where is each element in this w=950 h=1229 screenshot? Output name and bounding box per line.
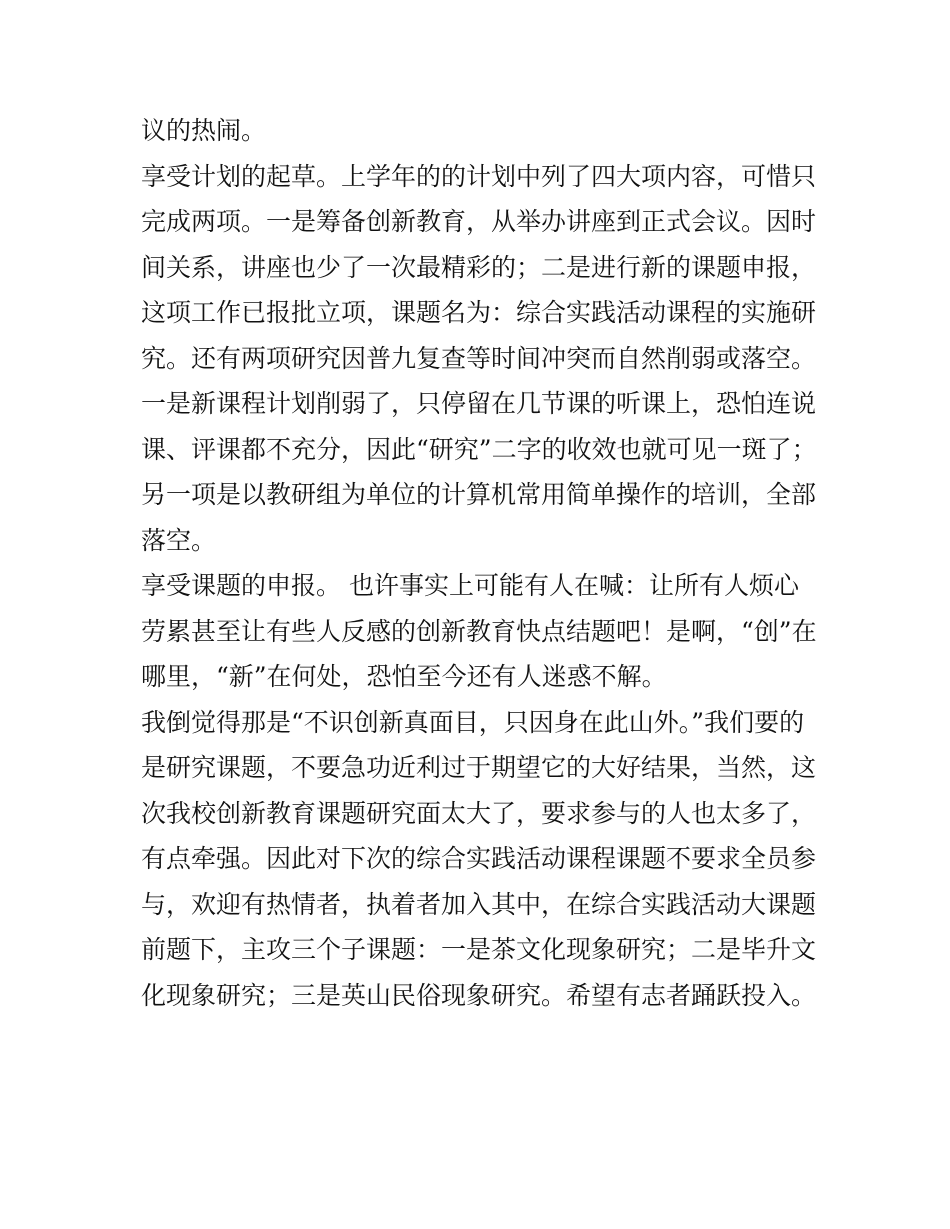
text-line: 享受计划的起草。上学年的的计划中列了四大项内容，可惜只 <box>141 161 817 191</box>
document-body <box>141 108 831 1018</box>
text-line: 究。还有两项研究因普九复查等时间冲突而自然削弱或落空。 <box>141 343 817 373</box>
text-line: 一是新课程计划削弱了，只停留在几节课的听课上，恐怕连说 <box>141 389 817 418</box>
text-line: 这项工作已报批立项，课题名为：综合实践活动课程的实施研 <box>141 298 817 327</box>
text-line: 完成两项。一是筹备创新教育，从举办讲座到正式会议。因时 <box>141 207 817 236</box>
text-line: 课、评课都不充分，因此“研究”二字的收效也就可见一斑了； <box>141 434 817 464</box>
text-line: 享受课题的申报。 也许事实上可能有人在喊：让所有人烦心 <box>141 571 799 600</box>
text-line: 另一项是以教研组为单位的计算机常用简单操作的培训，全部 <box>141 480 817 509</box>
text-line: 落空。 <box>141 525 217 555</box>
text-line: 我倒觉得那是“不识创新真面目，只因身在此山外。”我们要的 <box>141 707 805 737</box>
text-line: 化现象研究；三是英山民俗现象研究。希望有志者踊跃投入。 <box>141 980 817 1010</box>
text-line: 前题下，主攻三个子课题：一是茶文化现象研究；二是毕升文 <box>141 935 817 964</box>
text-line: 与，欢迎有热情者，执着者加入其中，在综合实践活动大课题 <box>141 889 817 919</box>
text-line: 劳累甚至让有些人反感的创新教育快点结题吧！是啊，“创”在 <box>141 616 817 646</box>
text-line: 议的热闹。 <box>141 116 267 145</box>
text-line: 次我校创新教育课题研究面太大了，要求参与的人也太多了， <box>141 798 817 828</box>
text-line: 哪里，“新”在何处，恐怕至今还有人迷惑不解。 <box>141 662 667 691</box>
text-line: 有点牵强。因此对下次的综合实践活动课程课题不要求全员参 <box>141 844 817 873</box>
text-line: 间关系，讲座也少了一次最精彩的；二是进行新的课题申报， <box>141 252 817 282</box>
text-line: 是研究课题，不要急功近利过于期望它的大好结果，当然，这 <box>141 753 817 782</box>
